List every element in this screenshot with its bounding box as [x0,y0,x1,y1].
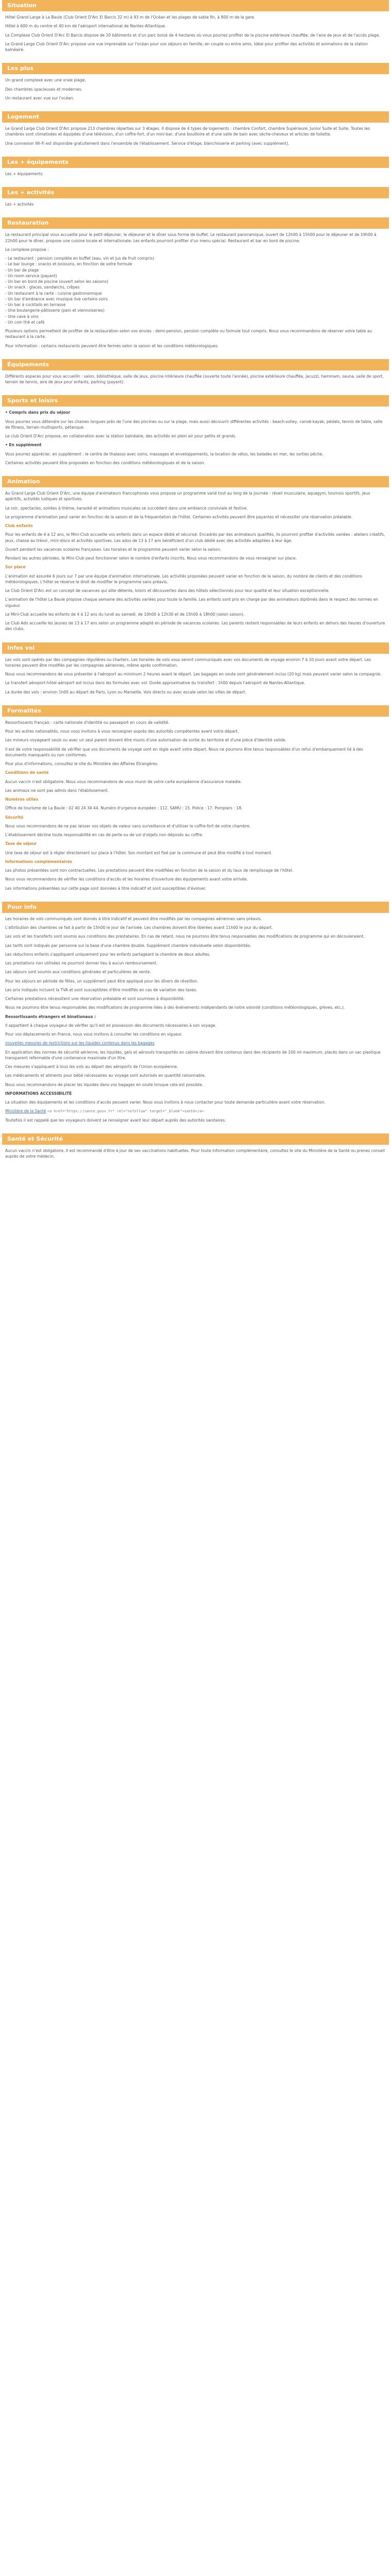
paragraph: Les prestations non utilisées ne pourront donner lieu à aucun remboursement. [5,961,158,965]
list-item: - Un room service (payant) [5,273,57,278]
paragraph: La situation des équipements et les conditions d'accès peuvent varier. Nous vous invitons à nous contacter pour toute demande particulière avant votre réservation. [5,1100,325,1105]
paragraph [5,1040,386,1046]
paragraph: Les animaux ne sont pas admis dans l'établissement. [5,788,109,793]
sub-heading: • En supplément [5,443,42,448]
list-item: - Un bar de plage [5,267,39,273]
list-item: - Le bar lounge : snacks et boissons, en fonction de votre formule [5,262,133,267]
paragraph: Aucun vaccin n'est obligatoire. Nous vous recommandons de vous munir de votre carte européenne d'assurance maladie. [5,779,242,784]
sub-heading: Conditions de santé [5,770,49,775]
list-item: - Un coin thé et café [5,319,45,325]
paragraph: Le Complexe Club Orient D'Arc El Barcis dispose de 20 bâtiments et d'un parc boisé de 4 hectares où vous pourrez profiter de la piscine extérieure chauffée, de l'aire de jeux et de l'accès plage. [5,32,380,38]
paragraph: Les horaires de vols communiqués sont donnés à titre indicatif et peuvent être modifiés par les compagnies aériennes sans préavis. [5,916,262,921]
restaurant-list [5,256,386,325]
section-body-sante [2,1145,389,1170]
paragraph: Ces mesures s'appliquent à tous les vols au départ des aéroports de l'Union européenne. [5,1064,178,1069]
section-title-sante: Santé et Sécurité [2,1133,389,1145]
section-body-logement [2,123,389,157]
paragraph: Au Grand Large Club Orient D'Arc, une équipe d'animateurs francophones vous propose un programme varié tout au long de la journée : réveil musculaire, aquagym, tournois sportifs, jeux apéritifs, activités ludiques et sportives. [5,491,370,502]
paragraph: Les vols et les transferts sont soumis aux conditions des prestataires. En cas de retard, nous ne pourrons être tenus responsables des modifications de programme qui en découleraient. [5,934,365,939]
paragraph: Ressortissants français : carte nationale d'identité ou passeport en cours de validité. [5,720,170,725]
paragraph: Les médicaments et aliments pour bébé nécessaires au voyage sont autorisés en quantité raisonnable. [5,1073,206,1078]
section-title-equipements: Équipements [2,359,389,370]
paragraph: Le restaurant principal vous accueille pour le petit-déjeuner, le déjeuner et le dîner sous forme de buffet. Le restaurant panoramique, ouvert de 12h00 à 15h00 pour le déjeuner et de 19h00 à 22h00 pour le dîner, propose une cuisine locale et internationale. Les enfants pourront profiter d'un menu spécial. Restaurant et bar en bord de piscine. [5,232,377,243]
section-title-formalites: Formalités [2,705,389,717]
paragraph: Nous vous recommandons de vous présenter à l'aéroport au minimum 2 heures avant le départ. Les bagages en soute sont généralement inclus (20 kg) mais peuvent varier selon la compagnie. [5,672,382,676]
paragraph: Nous vous recommandons de ne pas laisser vos objets de valeur sans surveillance et d'utiliser le coffre-fort de votre chambre. [5,823,251,828]
sub-heading: Ressortissants étrangers et binationaux : [5,1014,96,1019]
section-body-situation [2,11,389,63]
section-body-infos-vol [2,654,389,705]
list-item: - Une cave à vins [5,314,39,319]
paragraph: Les prix indiqués incluent la TVA et sont susceptibles d'être modifiés en cas de variation des taxes. [5,987,198,992]
sub-heading-label: Compris dans prix du séjour [9,410,71,415]
section-title-sports: Sports et loisirs [2,395,389,406]
paragraph: Le Grand Large Club Orient D'Arc propose 213 chambres réparties sur 3 étages. Il dispose de 4 types de logements : chambre Confort, chambre Supérieure, Junior Suite et Suite. Toutes les chambres sont climatisées et équipées d'une télévision, d'un coffre-fort, d'un mini-bar, d'une bouilloire et d'une salle de bain avec sèche-cheveux et articles de toilette. [5,126,370,137]
paragraph: Les + équipements [5,171,43,176]
section-title-logement: Logement [2,111,389,123]
section-body-restauration [2,229,389,359]
paragraph: Pendant les autres périodes, le Mini-Club peut fonctionner selon le nombre d'enfants inscrits. Nous vous recommandons de vous renseigner sur place. [5,556,297,561]
paragraph: Les tarifs sont indiqués par personne sur la base d'une chambre double. Supplément chambre individuelle selon disponibilités. [5,943,251,948]
paragraph: Différents espaces pour vous accueillir : salon, bibliothèque, salle de jeux, piscine intérieure chauffée (ouverte toute l'année), piscine extérieure chauffée, jacuzzi, hammam, sauna, salle de sport, terrain de tennis, aire de jeux pour enfants, parking (payant). [5,374,384,384]
paragraph: Nous vous recommandons de vérifier les conditions d'accès et les horaires d'ouverture des équipements avant votre arrivée. [5,877,248,882]
paragraph: Pour les enfants de 4 à 12 ans, le Mini-Club accueille vos enfants dans un espace dédié et sécurisé. Encadrés par des animateurs qualifiés, ils pourront profiter d'activités variées : ateliers créatifs, jeux, chasse au trésor, mini-disco et activités sportives. Les ados de 13 à 17 ans bénéficient d'un club dédié avec des activités adaptées à leur âge. [5,532,385,543]
paragraph: Pour les séjours en période de fêtes, un supplément peut être appliqué pour les dîners de réveillon. [5,978,199,984]
sub-heading: Club enfants [5,523,33,528]
paragraph: Le programme d'animation peut varier en fonction de la saison et de la fréquentation de l'hôtel. Certaines activités peuvent être payantes et nécessiter une réservation préalable. [5,514,353,519]
paragraph: Les réductions enfants s'appliquent uniquement pour les enfants partageant la chambre de deux adultes. [5,952,210,957]
paragraph: Les séjours sont soumis aux conditions générales et particulières de vente. [5,970,151,975]
paragraph: Pour information : certains restaurants peuvent être fermés selon la saison et les conditions météorologiques. [5,343,219,348]
paragraph: Vous pourrez apprécier, en supplément : le centre de thalasso avec soins, massages et enveloppements, la location de vélos, les balades en mer, les sorties pêche. [5,451,323,456]
ministere-sante-link[interactable]: Ministère de la Santé [5,1109,46,1114]
paragraph: Des chambres spacieuses et modernes. [5,87,83,92]
section-title-animation: Animation [2,476,389,487]
sub-heading: INFORMATIONS ACCESSIBILITÉ [5,1091,72,1096]
paragraph: Il appartient à chaque voyageur de vérifier qu'il est en possession des documents nécessaires à son voyage. [5,1023,217,1028]
section-title-les-plus: Les plus [2,63,389,74]
paragraph: Les informations présentées sur cette page sont données à titre indicatif et sont susceptibles d'évoluer. [5,886,206,891]
paragraph: Office de tourisme de La Baule : 02 40 24 34 44. Numéro d'urgence européen : 112. SAMU : 15. Police : 17. Pompiers : 18. [5,806,242,811]
sub-heading: • Compris dans prix du séjour [5,410,71,415]
paragraph: Une connexion Wi-Fi est disponible gratuitement dans l'ensemble de l'établissement. Service d'étage, blanchisserie et parking (avec supplément). [5,141,289,146]
paragraph: Hôtel Grand Large à La Baule (Club Orient D'Arc El Barcis 32 m) à 93 m de l'Océan et les plages de sable fin, à 800 m de la gare. [5,15,255,20]
paragraph: Pour vos déplacements en France, nous vous invitons à consulter les conditions en vigueur. [5,1032,183,1037]
section-title-equipements-plus: Les + équipements [2,157,389,168]
paragraph: Un grand complexe avec une vraie plage. [5,78,86,83]
list-item: - Un bar d'ambiance avec musique live certains soirs [5,296,108,301]
sub-heading: Sur place [5,565,26,570]
section-title-restauration: Restauration [2,217,389,229]
paragraph: Nous vous recommandons de placer les liquides dans vos bagages en soute lorsque cela est possible. [5,1082,203,1087]
paragraph: Le Club Orient D'Arc est un concept de vacances qui allie détente, loisirs et découvertes dans des hôtels sélectionnés pour leur qualité et leur situation exceptionnelle. [5,588,330,593]
paragraph: Hôtel à 600 m du centre et 40 km de l'aéroport international de Nantes-Atlantique. [5,24,166,29]
paragraph: La durée des vols : environ 1h00 au départ de Paris, Lyon ou Marseille. Vols directs ou avec escale selon les villes de départ. [5,689,247,694]
hotel-description-page [0,0,391,1170]
paragraph: Le transfert aéroport-hôtel-aéroport est inclus dans les formules avec vol. Durée approximative du transfert : 1h00 depuis l'aéroport de Nantes-Atlantique. [5,681,305,686]
paragraph: Vous pourrez vous détendre sur les chaises longues près de l'une des piscines ou sur la plage, mais aussi découvrir différentes activités : beach-volley, canoë-kayak, pédalo, tennis de table, salle de fitness, terrain multisports, pétanque. [5,419,383,430]
liquids-restriction-link[interactable]: nouvelles mesures de restrictions sur les liquides contenus dans les bagages [5,1041,155,1046]
paragraph: L'établissement décline toute responsabilité en cas de perte ou de vol d'objets non déposés au coffre. [5,833,203,837]
paragraph: L'animation est assurée 6 jours sur 7 par une équipe d'animation internationale. Les activités proposées peuvent varier en fonction de la saison, du nombre de clients et des conditions météorologiques. L'hôtel se réserve le droit de modifier le programme sans préavis. [5,573,363,584]
paragraph: Le soir, spectacles, soirées à thème, karaoké et animations musicales se succèdent dans une ambiance conviviale et festive. [5,505,248,511]
paragraph: En application des normes de sécurité aérienne, les liquides, gels et aérosols transportés en cabine doivent être contenus dans des récipients de 100 ml maximum, placés dans un sac plastique transparent refermable d'une contenance maximale d'un litre. [5,1049,381,1060]
section-body-animation [2,487,389,642]
paragraph: Certaines activités peuvent être proposées en fonction des conditions météorologiques et de la saison. [5,460,205,465]
sub-heading: Taxe de séjour [5,841,37,846]
list-intro: Le complexe propose : [5,247,49,252]
section-title-pour-info: Pour info [2,902,389,913]
paragraph [5,1108,386,1114]
list-item: - Un bar en bord de piscine (ouvert selon les saisons) [5,279,108,284]
paragraph: L'attribution des chambres se fait à partir de 15h00 le jour de l'arrivée. Les chambres doivent être libérées avant 11h00 le jour du départ. [5,925,273,930]
sub-heading: Numéros utiles [5,797,39,802]
paragraph: Toutefois il est rappelé que les voyageurs doivent se renseigner avant leur départ auprès des autorités sanitaires. [5,1117,226,1123]
paragraph: Pour les autres nationalités, nous vous invitons à vous renseigner auprès des autorités compétentes avant votre départ. [5,729,239,734]
sub-heading: Informations complémentaires [5,859,72,864]
paragraph: Le Club Ado accueille les jeunes de 13 à 17 ans selon un programme adapté en période de vacances scolaires. Les parents restent responsables de leurs enfants en dehors des heures d'ouverture des clubs. [5,621,385,632]
section-title-activites-plus: Les + activités [2,187,389,198]
list-item: - Le restaurant : pension complète en buffet (eau, vin et jus de fruit compris) [5,256,154,261]
paragraph: Ouvert pendant les vacances scolaires françaises. Les horaires et le programme peuvent varier selon la saison. [5,547,221,552]
paragraph: Certaines prestations nécessitent une réservation préalable et sont soumises à disponibilité. [5,996,185,1001]
paragraph: Les vols sont opérés par des compagnies régulières ou charters. Les horaires de vols vous seront communiqués avec vos documents de voyage environ 7 à 10 jours avant votre départ. Les horaires peuvent être modifiés par les compagnies aériennes, même après confirmation. [5,657,371,668]
paragraph: L'animation de l'hôtel La Baule propose chaque semaine des activités variées pour toute la famille. Les enfants sont pris en charge par des animateurs diplômés dans le respect des normes en vigueur. [5,597,379,608]
paragraph: Les + activités [5,202,34,207]
list-item: - Un bar à cocktails en terrasse [5,302,66,307]
section-body-sports [2,406,389,476]
sub-heading-label: En supplément [9,443,42,448]
section-body-equipements [2,370,389,396]
section-title-situation: Situation [2,0,389,11]
paragraph: Pour plus d'informations, consultez le site du Ministère des Affaires Étrangères. [5,761,159,766]
section-body-formalites [2,717,389,902]
paragraph: Un restaurant avec vue sur l'océan. [5,95,74,100]
paragraph: Nous ne pourrons être tenus responsables des modifications de programme liées à des événements indépendants de notre volonté (conditions météorologiques, grèves, etc.). [5,1005,345,1010]
paragraph: Une taxe de séjour est à régler directement sur place à l'hôtel. Son montant est fixé par la commune et peut être modifié à tout moment. [5,850,273,855]
list-item: - Une boulangerie-pâtisserie (pain et viennoiseries) [5,308,105,313]
section-body-les-plus [2,74,389,111]
sub-heading: Sécurité [5,815,24,820]
paragraph: Le Grand Large Club Orient D'Arc propose une vue imprenable sur l'océan pour vos séjours en famille, en couple ou entre amis. Idéal pour profiter des activités et animations de la station balnéaire. [5,41,368,52]
paragraph: Les photos présentées sont non contractuelles. Les prestations peuvent être modifiées en fonction de la saison et du taux de remplissage de l'hôtel. [5,868,294,873]
section-body-pour-info [2,913,389,1133]
paragraph: Il est de votre responsabilité de vérifier que vos documents de voyage sont en règle avant votre départ. Nous ne pourrons être tenus responsables d'un refus d'embarquement lié à des documents manquants ou non conformes. [5,747,364,757]
paragraph: Plusieurs options permettent de profiter de la restauration selon vos envies : demi-pension, pension complète ou formule tout compris. Nous vous recommandons de réserver votre table au restaurant à la carte. [5,329,372,340]
paragraph: Aucun vaccin n'est obligatoire. Il est recommandé d'être à jour de ses vaccinations habituelles. Pour toute information complémentaire, consultez le site du Ministère de la Santé ou prenez conseil auprès de votre médecin. [5,1148,385,1159]
list-item: - Un restaurant à la carte : cuisine gastronomique [5,291,102,296]
paragraph: Le Mini-Club accueille les enfants de 4 à 12 ans du lundi au samedi, de 10h00 à 12h30 et de 15h00 à 18h00 (selon saison). [5,612,245,617]
section-body-equipements-plus [2,168,389,187]
list-item: - Un snack : glaces, sandwichs, crêpes [5,285,80,290]
paragraph: Les mineurs voyageant seuls ou avec un seul parent doivent être munis d'une autorisation de sortie du territoire et d'une pièce d'identité valide. [5,738,287,743]
paragraph: Le club Orient D'Arc propose, en collaboration avec la station balnéaire, des activités en plein air pour petits et grands. [5,434,237,438]
section-title-infos-vol: Infos vol [2,642,389,654]
html-snippet: <a href="https://sante.gouv.fr" rel="nofollow" target="_blank">santé</a> [47,1109,204,1114]
section-body-activites-plus [2,198,389,217]
